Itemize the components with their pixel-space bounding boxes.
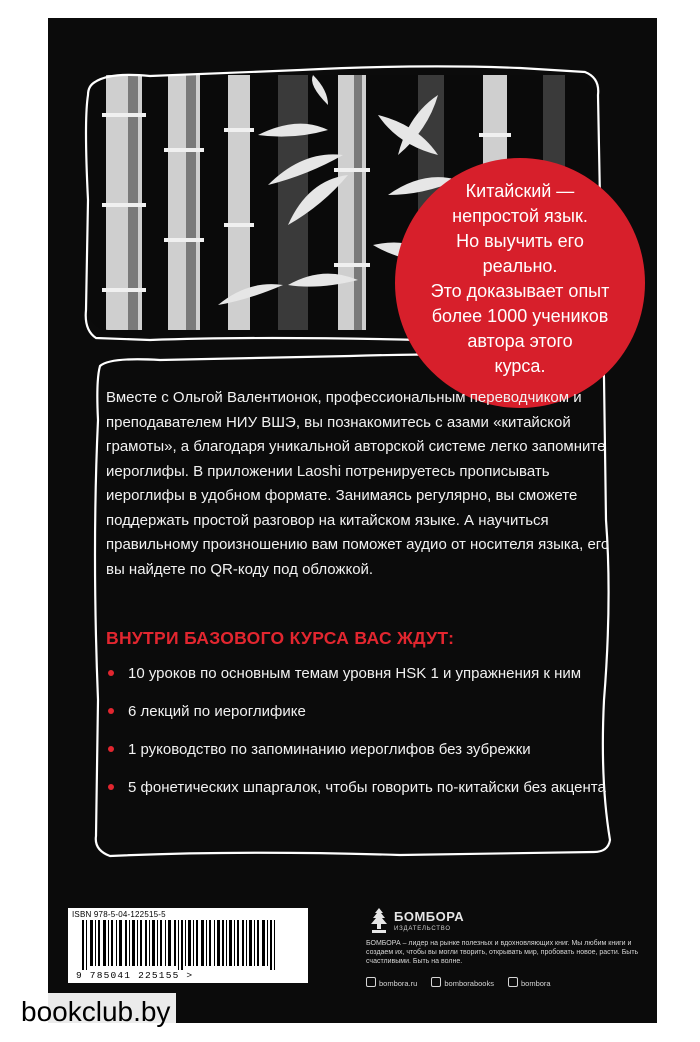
publisher-description: БОМБОРА – лидер на рынке полезных и вдохновляющих книг. Мы любим книги и создаем их, чтобы вы могли творить, открывать мир, пробовать новое, расти. Быть счастливыми. Быть на волне. (366, 940, 639, 965)
social-site-label: bombora.ru (379, 979, 418, 988)
list-item (106, 698, 626, 725)
watermark: bookclub.by (15, 993, 176, 1031)
promo-badge (395, 158, 645, 408)
badge-text (425, 179, 615, 379)
publisher-name: БОМБОРА (394, 909, 465, 924)
badge-line: автора этого (467, 331, 573, 351)
badge-line: Это доказывает опыт (430, 281, 610, 301)
social-telegram-label: bombora (520, 979, 551, 988)
badge-line: Но выучить его реально. (456, 231, 584, 276)
badge-line: Китайский — (465, 181, 575, 201)
list-item-text: 6 лекций по иероглифике (128, 703, 306, 720)
list-item-text: 1 руководство по запоминанию иероглифов без зубрежки (128, 741, 531, 758)
badge-line: курса. (494, 356, 546, 376)
book-description: Вместе с Ольгой Валентионок, профессиональным переводчиком и преподавателем НИУ ВШЭ, вы познакомитесь с азами «китайской грамоты», а благодаря уникальной авторской системе легко запомните иероглифы. В приложении Laoshi потренируетесь прописывать иероглифы в удобном формате. Занимаясь регулярно, вы сможете поддержать простой разговор на китайском языке. А научиться правильному произношению вам поможет аудио от носителя языка, его вы найдете по QR-коду под обложкой. (106, 389, 610, 578)
social-links (366, 977, 651, 988)
barcode-bars (76, 920, 300, 970)
vk-icon (431, 977, 441, 987)
section-title: ВНУТРИ БАЗОВОГО КУРСА ВАС ЖДУТ: (106, 628, 455, 648)
telegram-icon (508, 977, 518, 987)
list-item (106, 774, 626, 801)
globe-icon (366, 977, 376, 987)
contents-list (106, 660, 626, 801)
badge-line: более 1000 учеников (431, 306, 609, 326)
badge-line: непростой язык. (452, 206, 588, 226)
isbn-number: ISBN 978-5-04-122515-5 (72, 910, 166, 919)
bullet-icon (108, 670, 114, 676)
list-item (106, 736, 626, 763)
publisher-logo-icon (368, 907, 390, 935)
list-item-text: 5 фонетических шпаргалок, чтобы говорить по-китайски без акцента (128, 779, 606, 796)
list-item-text: 10 уроков по основным темам уровня HSK 1 и упражнения к ним (128, 665, 582, 682)
bullet-icon (108, 708, 114, 714)
bullet-icon (108, 746, 114, 752)
publisher-subtitle: ИЗДАТЕЛЬСТВО (394, 926, 451, 932)
barcode-digits: 9 785041 225155 > (76, 970, 194, 981)
social-vk-label: bomborabooks (444, 979, 494, 988)
bullet-icon (108, 784, 114, 790)
barcode (68, 908, 308, 983)
social-telegram[interactable] (508, 977, 551, 988)
social-vk[interactable] (431, 977, 494, 988)
social-site[interactable] (366, 977, 417, 988)
list-item (106, 660, 626, 687)
